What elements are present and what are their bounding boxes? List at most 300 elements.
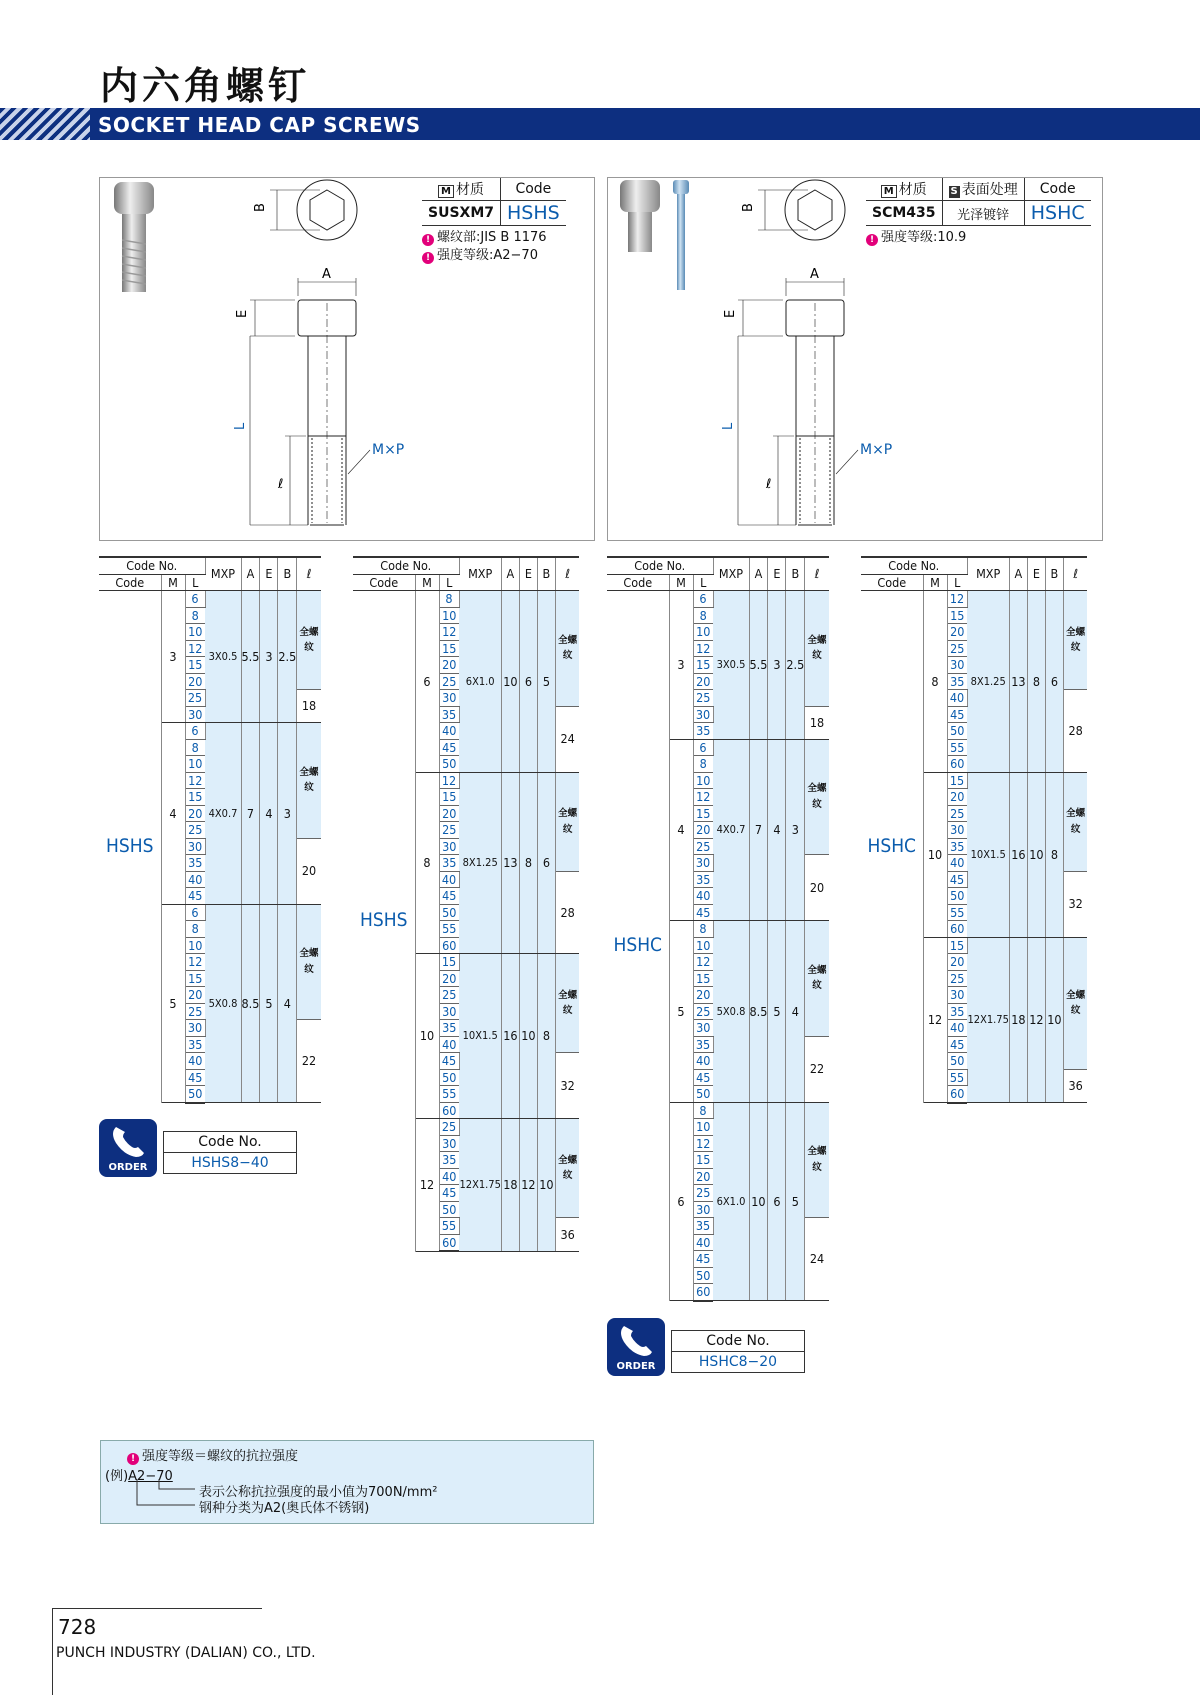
spec-surface: 光泽镀锌	[942, 201, 1024, 226]
l-cell: 25	[185, 822, 205, 839]
e-cell: 12	[1027, 937, 1045, 1103]
b-cell: 3	[786, 739, 805, 921]
spec-material: SUSXM7	[428, 205, 495, 221]
l-cell: 20	[439, 970, 459, 987]
l-cell: 6	[185, 723, 205, 740]
l-cell: 55	[947, 904, 967, 921]
l-cell: 6	[693, 739, 713, 756]
strength-note-title: 强度等级＝螺纹的抗拉强度	[142, 1449, 299, 1464]
hshs-photo	[110, 180, 160, 295]
l-cell: 20	[185, 987, 205, 1004]
header-mxp: MXP	[205, 557, 241, 591]
l-cell: 25	[693, 838, 713, 855]
a-cell: 7	[241, 723, 260, 905]
l-cell: 15	[693, 1152, 713, 1169]
header-l: L	[947, 574, 967, 591]
l-cell: 8	[693, 1102, 713, 1119]
l-cell: 8	[693, 607, 713, 624]
l-cell: 45	[693, 1069, 713, 1086]
l-cell: 25	[947, 970, 967, 987]
full-thread-cell: 全螺纹	[805, 1102, 829, 1218]
l-cell: 30	[947, 822, 967, 839]
title-bar-bg	[90, 108, 1200, 140]
header-a: A	[1009, 557, 1027, 591]
dim-e-label: E	[235, 309, 250, 318]
l-cell: 60	[947, 921, 967, 938]
l-cell: 50	[439, 756, 459, 773]
order-left	[99, 1119, 299, 1179]
strength-line2: 钢种分类为A2(奥氏体不锈钢)	[199, 1501, 370, 1516]
l-cell: 35	[693, 871, 713, 888]
l-cell: 60	[947, 1086, 967, 1103]
l-cell: 55	[439, 1086, 459, 1103]
l-cell: 50	[693, 1267, 713, 1284]
mxp-cell: 3X0.5	[205, 591, 241, 723]
l-cell: 25	[439, 673, 459, 690]
full-thread-cell: 全螺纹	[555, 954, 579, 1053]
l-cell: 40	[439, 1036, 459, 1053]
l-cell: 12	[185, 640, 205, 657]
l-cell: 30	[693, 1020, 713, 1037]
l-cell: 45	[693, 1251, 713, 1268]
l-cell: 45	[439, 888, 459, 905]
l-cell: 60	[693, 1284, 713, 1301]
ell-cell: 28	[555, 871, 579, 954]
e-cell: 8	[1027, 591, 1045, 773]
note-icon: !	[422, 234, 434, 246]
l-cell: 15	[185, 657, 205, 674]
l-cell: 35	[185, 855, 205, 872]
l-cell: 40	[439, 723, 459, 740]
l-cell: 35	[439, 1152, 459, 1169]
header-mxp: MXP	[459, 557, 501, 591]
l-cell: 8	[693, 921, 713, 938]
header-mxp: MXP	[967, 557, 1009, 591]
l-cell: 8	[185, 607, 205, 624]
material-m-icon: M	[881, 185, 897, 198]
l-cell: 35	[439, 706, 459, 723]
mxp-cell: 4X0.7	[713, 739, 749, 921]
l-cell: 20	[439, 805, 459, 822]
spec-material: SCM435	[872, 205, 936, 221]
full-thread-cell: 全螺纹	[805, 739, 829, 855]
l-cell: 15	[947, 607, 967, 624]
e-cell: 3	[260, 591, 278, 723]
header-m: M	[415, 574, 439, 591]
l-cell: 10	[185, 937, 205, 954]
note-thread: 螺纹部:JIS B 1176	[437, 230, 547, 245]
m-cell: 8	[923, 591, 947, 773]
l-cell: 45	[439, 1185, 459, 1202]
dim-l-label: L	[721, 422, 736, 430]
order-phone-icon	[99, 1119, 157, 1177]
l-cell: 8	[185, 921, 205, 938]
e-cell: 6	[768, 1102, 786, 1301]
footer-vline	[52, 1608, 53, 1695]
l-cell: 35	[439, 1020, 459, 1037]
e-cell: 4	[260, 723, 278, 905]
header-b: B	[1045, 557, 1063, 591]
dim-mxp-label: M×P	[860, 442, 893, 458]
e-cell: 10	[519, 954, 537, 1119]
l-cell: 30	[185, 706, 205, 723]
l-cell: 20	[185, 805, 205, 822]
l-cell: 12	[947, 591, 967, 608]
table-row	[607, 591, 829, 608]
l-cell: 50	[947, 1053, 967, 1070]
l-cell: 6	[185, 904, 205, 921]
l-cell: 12	[185, 772, 205, 789]
header-b: B	[786, 557, 805, 591]
strength-leader-lines	[131, 1479, 201, 1519]
right-product-panel	[607, 177, 1103, 541]
l-cell: 30	[693, 855, 713, 872]
header-e: E	[260, 557, 278, 591]
l-cell: 12	[439, 624, 459, 641]
l-cell: 45	[947, 1036, 967, 1053]
header-e: E	[768, 557, 786, 591]
m-cell: 12	[415, 1119, 439, 1252]
l-cell: 40	[693, 1053, 713, 1070]
b-cell: 5	[537, 591, 555, 773]
l-cell: 25	[185, 1003, 205, 1020]
order-example-code: HSHS8−40	[164, 1152, 296, 1173]
ell-cell: 22	[297, 1020, 321, 1103]
dim-ell-label: ℓ	[278, 477, 284, 492]
page-subtitle: SOCKET HEAD CAP SCREWS	[98, 113, 421, 137]
order-example-code: HSHC8−20	[672, 1351, 804, 1372]
code-cell: HSHC	[861, 591, 923, 1103]
b-cell: 10	[1045, 937, 1063, 1103]
b-cell: 8	[1045, 772, 1063, 937]
l-cell: 30	[693, 706, 713, 723]
l-cell: 12	[693, 789, 713, 806]
m-cell: 8	[415, 772, 439, 954]
l-cell: 12	[693, 640, 713, 657]
m-cell: 6	[669, 1102, 693, 1301]
mxp-cell: 3X0.5	[713, 591, 749, 740]
a-cell: 16	[1009, 772, 1027, 937]
strength-example-prefix: (例)	[105, 1469, 129, 1484]
spec-code: HSHC	[1024, 201, 1090, 226]
material-m-icon: M	[438, 185, 454, 198]
full-thread-cell: 全螺纹	[1063, 772, 1087, 871]
a-cell: 13	[501, 772, 519, 954]
l-cell: 10	[693, 937, 713, 954]
ell-cell: 18	[805, 706, 829, 739]
l-cell: 30	[185, 1020, 205, 1037]
l-cell: 25	[693, 690, 713, 707]
size-table	[353, 556, 579, 1252]
a-cell: 5.5	[749, 591, 768, 740]
strength-example: A2−70	[128, 1469, 173, 1484]
l-cell: 12	[439, 772, 459, 789]
l-cell: 8	[693, 756, 713, 773]
l-cell: 50	[439, 904, 459, 921]
l-cell: 30	[693, 1201, 713, 1218]
note-icon: !	[422, 252, 434, 264]
mxp-cell: 10X1.5	[967, 772, 1009, 937]
header-ell: ℓ	[1063, 557, 1087, 591]
l-cell: 15	[185, 789, 205, 806]
ell-cell: 18	[297, 690, 321, 723]
e-cell: 5	[768, 921, 786, 1103]
e-cell: 12	[519, 1119, 537, 1252]
header-code: Code	[607, 574, 669, 591]
full-thread-cell: 全螺纹	[1063, 937, 1087, 1069]
m-cell: 3	[669, 591, 693, 740]
hshs-spec	[422, 178, 566, 265]
b-cell: 6	[537, 772, 555, 954]
a-cell: 8.5	[749, 921, 768, 1103]
dim-mxp-label: M×P	[372, 442, 405, 458]
hshc-spec	[866, 178, 1091, 247]
ell-cell: 20	[805, 855, 829, 921]
l-cell: 15	[439, 640, 459, 657]
mxp-cell: 6X1.0	[459, 591, 501, 773]
b-cell: 4	[786, 921, 805, 1103]
ell-cell: 24	[555, 706, 579, 772]
header-m: M	[923, 574, 947, 591]
ell-cell: 28	[1063, 690, 1087, 773]
header-mxp: MXP	[713, 557, 749, 591]
m-cell: 5	[161, 904, 185, 1103]
l-cell: 50	[439, 1069, 459, 1086]
note-strength: 强度等级:10.9	[881, 230, 967, 245]
l-cell: 12	[185, 954, 205, 971]
l-cell: 30	[439, 690, 459, 707]
l-cell: 55	[947, 739, 967, 756]
l-cell: 20	[693, 987, 713, 1004]
mxp-cell: 5X0.8	[205, 904, 241, 1103]
l-cell: 15	[185, 970, 205, 987]
ell-cell: 22	[805, 1036, 829, 1102]
table-row	[99, 591, 321, 608]
l-cell: 10	[185, 624, 205, 641]
l-cell: 6	[185, 591, 205, 608]
l-cell: 40	[693, 888, 713, 905]
l-cell: 30	[947, 987, 967, 1004]
header-l: L	[439, 574, 459, 591]
full-thread-cell: 全螺纹	[297, 723, 321, 839]
m-cell: 12	[923, 937, 947, 1103]
l-cell: 12	[693, 954, 713, 971]
l-cell: 30	[439, 1003, 459, 1020]
l-cell: 25	[947, 640, 967, 657]
a-cell: 5.5	[241, 591, 260, 723]
header-l: L	[185, 574, 205, 591]
l-cell: 25	[947, 805, 967, 822]
m-cell: 4	[161, 723, 185, 905]
dim-a-label: A	[322, 267, 331, 282]
e-cell: 5	[260, 904, 278, 1103]
header-code: Code	[861, 574, 923, 591]
full-thread-cell: 全螺纹	[805, 921, 829, 1037]
l-cell: 40	[185, 871, 205, 888]
full-thread-cell: 全螺纹	[555, 591, 579, 707]
a-cell: 10	[749, 1102, 768, 1301]
dim-e-label: E	[723, 309, 738, 318]
strength-line1: 表示公称抗拉强度的最小值为700N/mm²	[199, 1485, 438, 1500]
l-cell: 45	[185, 1069, 205, 1086]
dim-b-label: B	[253, 203, 268, 212]
l-cell: 50	[693, 1086, 713, 1103]
spec-surface-header: 表面处理	[961, 182, 1018, 198]
e-cell: 4	[768, 739, 786, 921]
dim-l-label: L	[233, 422, 248, 430]
mxp-cell: 8X1.25	[459, 772, 501, 954]
page-number: 728	[58, 1615, 97, 1639]
b-cell: 2.5	[278, 591, 297, 723]
l-cell: 25	[439, 822, 459, 839]
e-cell: 10	[1027, 772, 1045, 937]
a-cell: 8.5	[241, 904, 260, 1103]
e-cell: 6	[519, 591, 537, 773]
mxp-cell: 4X0.7	[205, 723, 241, 905]
a-cell: 18	[501, 1119, 519, 1252]
a-cell: 16	[501, 954, 519, 1119]
table-row	[861, 591, 1087, 608]
note-icon: !	[866, 234, 878, 246]
m-cell: 5	[669, 921, 693, 1103]
l-cell: 55	[947, 1069, 967, 1086]
l-cell: 60	[439, 937, 459, 954]
m-cell: 4	[669, 739, 693, 921]
b-cell: 4	[278, 904, 297, 1103]
l-cell: 20	[693, 673, 713, 690]
l-cell: 25	[439, 987, 459, 1004]
b-cell: 6	[1045, 591, 1063, 773]
code-cell: HSHS	[353, 591, 415, 1252]
header-m: M	[161, 574, 185, 591]
l-cell: 50	[947, 888, 967, 905]
l-cell: 10	[693, 624, 713, 641]
table-row	[353, 591, 579, 608]
size-table	[861, 556, 1087, 1104]
ell-cell: 32	[1063, 871, 1087, 937]
b-cell: 8	[537, 954, 555, 1119]
left-product-panel	[99, 177, 595, 541]
l-cell: 8	[185, 739, 205, 756]
spec-material-header: 材质	[455, 182, 484, 198]
company-name: PUNCH INDUSTRY (DALIAN) CO., LTD.	[56, 1645, 316, 1661]
dim-b-label: B	[741, 203, 756, 212]
title-bar	[0, 108, 1200, 140]
l-cell: 15	[439, 954, 459, 971]
l-cell: 40	[947, 855, 967, 872]
l-cell: 12	[693, 1135, 713, 1152]
ell-cell: 36	[555, 1218, 579, 1252]
a-cell: 18	[1009, 937, 1027, 1103]
l-cell: 10	[439, 607, 459, 624]
m-cell: 10	[923, 772, 947, 937]
l-cell: 20	[693, 1168, 713, 1185]
header-ell: ℓ	[555, 557, 579, 591]
header-code-no: Code No.	[607, 557, 713, 574]
mxp-cell: 5X0.8	[713, 921, 749, 1103]
l-cell: 20	[693, 822, 713, 839]
l-cell: 40	[947, 1020, 967, 1037]
m-cell: 3	[161, 591, 185, 723]
l-cell: 35	[693, 1036, 713, 1053]
l-cell: 35	[693, 723, 713, 740]
mxp-cell: 10X1.5	[459, 954, 501, 1119]
full-thread-cell: 全螺纹	[805, 591, 829, 707]
full-thread-cell: 全螺纹	[297, 904, 321, 1020]
l-cell: 60	[439, 1102, 459, 1119]
l-cell: 25	[439, 1119, 459, 1136]
l-cell: 50	[947, 723, 967, 740]
l-cell: 55	[439, 1218, 459, 1235]
spec-code: HSHS	[501, 201, 566, 226]
l-cell: 20	[947, 624, 967, 641]
l-cell: 40	[185, 1053, 205, 1070]
size-table	[99, 556, 321, 1104]
l-cell: 40	[439, 1168, 459, 1185]
order-label: Code No.	[198, 1134, 262, 1150]
header-a: A	[501, 557, 519, 591]
a-cell: 10	[501, 591, 519, 773]
dim-a-label: A	[810, 267, 819, 282]
strength-note	[100, 1440, 594, 1524]
l-cell: 10	[693, 772, 713, 789]
l-cell: 45	[947, 706, 967, 723]
b-cell: 3	[278, 723, 297, 905]
hshs-drawing	[230, 178, 410, 538]
l-cell: 45	[439, 1053, 459, 1070]
mxp-cell: 8X1.25	[967, 591, 1009, 773]
ell-cell: 20	[297, 838, 321, 904]
header-code: Code	[353, 574, 415, 591]
l-cell: 60	[439, 1234, 459, 1251]
code-cell: HSHS	[99, 591, 161, 1103]
page-title: 内六角螺钉	[100, 64, 311, 108]
l-cell: 15	[439, 789, 459, 806]
l-cell: 40	[693, 1234, 713, 1251]
order-logo-label: ORDER	[108, 1162, 148, 1173]
header-code-no: Code No.	[353, 557, 459, 574]
mxp-cell: 12X1.75	[459, 1119, 501, 1252]
full-thread-cell: 全螺纹	[555, 772, 579, 871]
l-cell: 40	[439, 871, 459, 888]
header-e: E	[1027, 557, 1045, 591]
l-cell: 45	[439, 739, 459, 756]
full-thread-cell: 全螺纹	[297, 591, 321, 690]
b-cell: 2.5	[786, 591, 805, 740]
l-cell: 6	[693, 591, 713, 608]
spec-code-header: Code	[1024, 178, 1090, 201]
l-cell: 15	[947, 937, 967, 954]
code-cell: HSHC	[607, 591, 669, 1301]
full-thread-cell: 全螺纹	[1063, 591, 1087, 690]
order-phone-icon	[607, 1318, 665, 1376]
title-stripes	[0, 108, 100, 140]
header-e: E	[519, 557, 537, 591]
l-cell: 8	[439, 591, 459, 608]
l-cell: 45	[947, 871, 967, 888]
dim-ell-label: ℓ	[766, 477, 772, 492]
header-b: B	[278, 557, 297, 591]
mxp-cell: 12X1.75	[967, 937, 1009, 1103]
note-strength: 强度等级:A2−70	[437, 248, 538, 263]
l-cell: 35	[185, 1036, 205, 1053]
order-label: Code No.	[706, 1333, 770, 1349]
footer-line	[52, 1608, 262, 1609]
a-cell: 13	[1009, 591, 1027, 773]
e-cell: 3	[768, 591, 786, 740]
surface-s-icon: S	[950, 186, 958, 197]
l-cell: 20	[439, 657, 459, 674]
